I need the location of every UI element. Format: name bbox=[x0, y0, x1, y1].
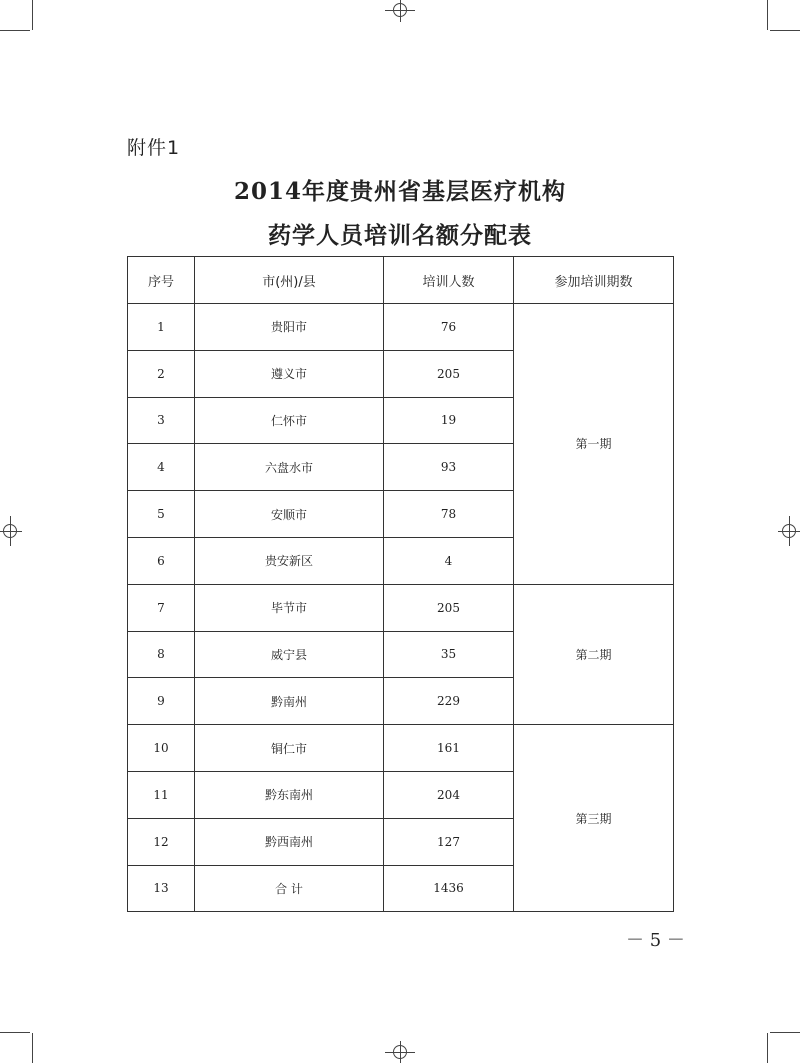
header-count: 培训人数 bbox=[384, 257, 514, 304]
document-title-line2: 药学人员培训名额分配表 bbox=[268, 222, 532, 249]
cell-serial: 9 bbox=[128, 678, 195, 725]
cell-serial: 3 bbox=[128, 397, 195, 444]
cell-area: 贵安新区 bbox=[195, 537, 384, 584]
cell-count: 93 bbox=[384, 444, 514, 491]
cell-serial: 10 bbox=[128, 725, 195, 772]
cell-count: 1436 bbox=[384, 865, 514, 912]
cell-period: 第三期 bbox=[514, 725, 674, 912]
cell-count: 76 bbox=[384, 304, 514, 351]
attachment-label: 附件1 bbox=[127, 137, 181, 159]
cell-area: 安顺市 bbox=[195, 491, 384, 538]
cell-area: 仁怀市 bbox=[195, 397, 384, 444]
allocation-table bbox=[127, 256, 674, 912]
table-header-row bbox=[128, 257, 674, 304]
cell-serial: 7 bbox=[128, 584, 195, 631]
cell-serial: 5 bbox=[128, 491, 195, 538]
cell-count: 161 bbox=[384, 725, 514, 772]
header-area: 市(州)/县 bbox=[195, 257, 384, 304]
table-row bbox=[128, 584, 674, 631]
cell-count: 204 bbox=[384, 771, 514, 818]
cell-serial: 8 bbox=[128, 631, 195, 678]
cell-area: 黔南州 bbox=[195, 678, 384, 725]
cell-area: 遵义市 bbox=[195, 350, 384, 397]
document-title-line1: 2014年度贵州省基层医疗机构 bbox=[233, 178, 566, 205]
header-serial: 序号 bbox=[128, 257, 195, 304]
cell-serial: 11 bbox=[128, 771, 195, 818]
cell-serial: 2 bbox=[128, 350, 195, 397]
cell-area: 合 计 bbox=[195, 865, 384, 912]
cell-serial: 13 bbox=[128, 865, 195, 912]
cell-count: 229 bbox=[384, 678, 514, 725]
cell-serial: 4 bbox=[128, 444, 195, 491]
cell-count: 19 bbox=[384, 397, 514, 444]
table-row bbox=[128, 304, 674, 351]
cell-count: 35 bbox=[384, 631, 514, 678]
page-number: － 5 － bbox=[626, 930, 685, 951]
cell-period: 第二期 bbox=[514, 584, 674, 724]
cell-area: 毕节市 bbox=[195, 584, 384, 631]
cell-count: 78 bbox=[384, 491, 514, 538]
cell-count: 205 bbox=[384, 584, 514, 631]
cell-area: 贵阳市 bbox=[195, 304, 384, 351]
cell-period: 第一期 bbox=[514, 304, 674, 585]
cell-serial: 1 bbox=[128, 304, 195, 351]
cell-count: 4 bbox=[384, 537, 514, 584]
cell-area: 铜仁市 bbox=[195, 725, 384, 772]
cell-area: 黔西南州 bbox=[195, 818, 384, 865]
cell-serial: 6 bbox=[128, 537, 195, 584]
cell-area: 六盘水市 bbox=[195, 444, 384, 491]
header-period: 参加培训期数 bbox=[514, 257, 674, 304]
cell-area: 威宁县 bbox=[195, 631, 384, 678]
cell-area: 黔东南州 bbox=[195, 771, 384, 818]
table-row bbox=[128, 725, 674, 772]
cell-serial: 12 bbox=[128, 818, 195, 865]
cell-count: 127 bbox=[384, 818, 514, 865]
cell-count: 205 bbox=[384, 350, 514, 397]
